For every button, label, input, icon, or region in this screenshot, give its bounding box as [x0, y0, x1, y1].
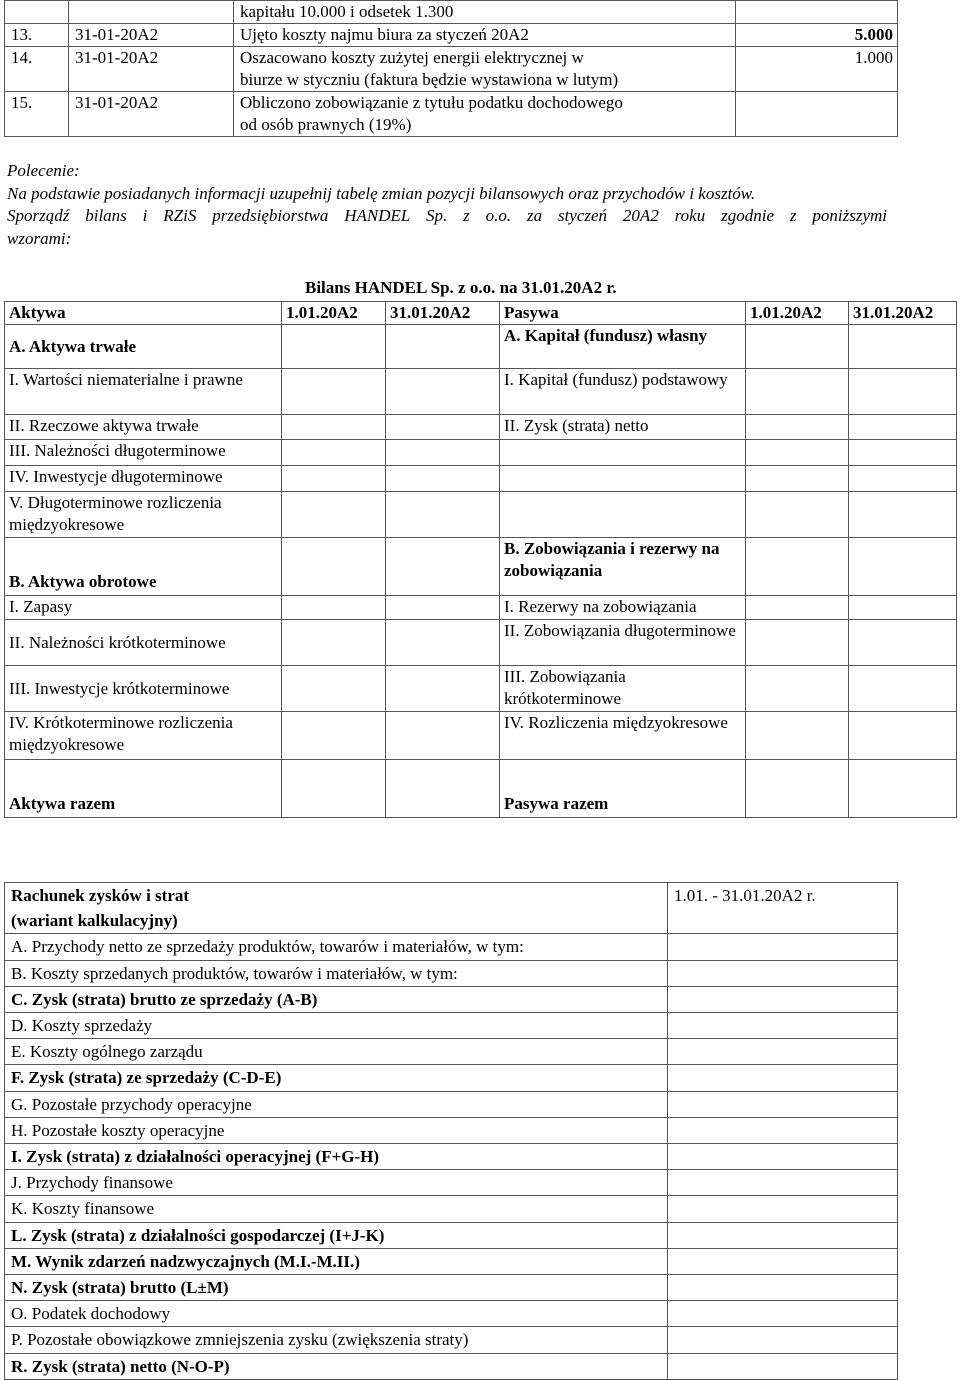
asset-item: I. Zapasy — [5, 596, 282, 620]
liability-value-open — [746, 440, 849, 466]
asset-value-open — [282, 466, 386, 492]
liabilities-date-open: 1.01.20A2 — [746, 302, 849, 325]
asset-value-close — [386, 538, 500, 596]
asset-value-close — [386, 369, 500, 415]
asset-value-close — [386, 466, 500, 492]
income-item: P. Pozostałe obowiązkowe zmniejszenia zysku (zwiększenia straty) — [5, 1327, 668, 1353]
asset-item: A. Aktywa trwałe — [5, 325, 282, 369]
income-title-cell — [5, 883, 668, 934]
balance-row — [5, 666, 957, 712]
income-item: D. Koszty sprzedaży — [5, 1013, 668, 1039]
income-item: N. Zysk (strata) brutto (L±M) — [5, 1275, 668, 1301]
liability-value-open — [746, 492, 849, 538]
entry-date: 31-01-20A2 — [69, 47, 234, 92]
income-row — [5, 1065, 898, 1091]
liability-value-close — [849, 620, 957, 666]
income-row — [5, 934, 898, 960]
asset-item: IV. Inwestycje długoterminowe — [5, 466, 282, 492]
income-value — [668, 1222, 898, 1248]
income-value — [668, 1013, 898, 1039]
liability-value-close — [849, 466, 957, 492]
entry-description-line: Obliczono zobowiązanie z tytułu podatku dochodowego — [240, 93, 623, 112]
instruction-line-2: Sporządź bilans i RZiS przedsiębiorstwa HANDEL Sp. z o.o. za styczeń 20A2 roku zgodnie z poniższymi — [7, 206, 887, 225]
income-value — [668, 1117, 898, 1143]
assets-header: Aktywa — [5, 302, 282, 325]
income-row — [5, 1353, 898, 1379]
liability-value-close — [849, 440, 957, 466]
liability-value-open — [746, 369, 849, 415]
income-value — [668, 1248, 898, 1274]
liability-item: II. Zobowiązania długoterminowe — [500, 620, 746, 666]
asset-value-open — [282, 492, 386, 538]
income-value — [668, 986, 898, 1012]
entry-description — [234, 1, 736, 24]
liability-value-close — [849, 760, 957, 818]
liability-item: Pasywa razem — [500, 760, 746, 818]
income-item: F. Zysk (strata) ze sprzedaży (C-D-E) — [5, 1065, 668, 1091]
income-row — [5, 1013, 898, 1039]
liability-item — [500, 492, 746, 538]
asset-value-close — [386, 620, 500, 666]
asset-value-open — [282, 325, 386, 369]
liability-item: A. Kapitał (fundusz) własny — [500, 325, 746, 369]
income-value — [668, 1039, 898, 1065]
income-value — [668, 1196, 898, 1222]
liability-value-open — [746, 466, 849, 492]
entry-description — [234, 47, 736, 92]
income-row — [5, 960, 898, 986]
asset-value-open — [282, 596, 386, 620]
balance-row — [5, 760, 957, 818]
income-statement-table — [4, 882, 898, 1380]
liability-value-open — [746, 415, 849, 440]
income-value — [668, 1170, 898, 1196]
income-header-row — [5, 883, 898, 934]
entry-row — [5, 24, 898, 47]
asset-item: I. Wartości niematerialne i prawne — [5, 369, 282, 415]
entry-description — [234, 24, 736, 47]
asset-item: II. Rzeczowe aktywa trwałe — [5, 415, 282, 440]
liability-value-open — [746, 596, 849, 620]
liability-value-close — [849, 369, 957, 415]
income-row — [5, 1327, 898, 1353]
balance-row — [5, 415, 957, 440]
entry-amount: 1.000 — [736, 47, 898, 92]
assets-date-close: 31.01.20A2 — [386, 302, 500, 325]
asset-value-close — [386, 325, 500, 369]
liability-value-open — [746, 666, 849, 712]
liability-value-close — [849, 596, 957, 620]
asset-value-close — [386, 596, 500, 620]
balance-sheet-table — [4, 301, 957, 818]
income-value — [668, 960, 898, 986]
entry-number: 15. — [5, 92, 69, 137]
entry-row — [5, 47, 898, 92]
asset-item: V. Długoterminowe rozliczenia międzyokresowe — [5, 492, 282, 538]
liability-value-close — [849, 325, 957, 369]
entry-number: 14. — [5, 47, 69, 92]
liability-value-open — [746, 620, 849, 666]
income-value — [668, 1327, 898, 1353]
income-item: C. Zysk (strata) brutto ze sprzedaży (A-B) — [5, 986, 668, 1012]
entry-row — [5, 92, 898, 137]
asset-item: II. Należności krótkoterminowe — [5, 620, 282, 666]
entry-number: 13. — [5, 24, 69, 47]
liability-item: I. Kapitał (fundusz) podstawowy — [500, 369, 746, 415]
income-row — [5, 1091, 898, 1117]
asset-value-open — [282, 666, 386, 712]
liability-item: III. Zobowiązania krótkoterminowe — [500, 666, 746, 712]
entry-description-line: Ujęto koszty najmu biura za styczeń 20A2 — [240, 25, 529, 44]
journal-entries-table — [4, 0, 898, 137]
income-row — [5, 1170, 898, 1196]
balance-row — [5, 538, 957, 596]
liability-item — [500, 440, 746, 466]
liabilities-date-close: 31.01.20A2 — [849, 302, 957, 325]
liability-value-close — [849, 666, 957, 712]
balance-row — [5, 325, 957, 369]
income-row — [5, 1248, 898, 1274]
asset-item: III. Inwestycje krótkoterminowe — [5, 666, 282, 712]
income-value — [668, 1353, 898, 1379]
asset-value-open — [282, 712, 386, 760]
income-item: M. Wynik zdarzeń nadzwyczajnych (M.I.-M.II.) — [5, 1248, 668, 1274]
balance-header-row — [5, 302, 957, 325]
entry-description-line: Oszacowano koszty zużytej energii elektrycznej w — [240, 48, 584, 67]
income-title: Rachunek zysków i strat — [11, 886, 190, 905]
liability-value-close — [849, 538, 957, 596]
balance-row — [5, 620, 957, 666]
liability-value-close — [849, 415, 957, 440]
entry-description — [234, 92, 736, 137]
balance-row — [5, 492, 957, 538]
income-item: G. Pozostałe przychody operacyjne — [5, 1091, 668, 1117]
asset-value-open — [282, 415, 386, 440]
income-row — [5, 1144, 898, 1170]
asset-value-open — [282, 620, 386, 666]
entry-description-line: od osób prawnych (19%) — [240, 115, 412, 134]
income-row — [5, 1117, 898, 1143]
balance-row — [5, 596, 957, 620]
balance-row — [5, 712, 957, 760]
balance-row — [5, 440, 957, 466]
asset-value-close — [386, 666, 500, 712]
entry-description-line: kapitału 10.000 i odsetek 1.300 — [240, 2, 454, 21]
entry-row — [5, 1, 898, 24]
entry-date: 31-01-20A2 — [69, 92, 234, 137]
income-value — [668, 1065, 898, 1091]
asset-item: IV. Krótkoterminowe rozliczenia międzyokresowe — [5, 712, 282, 760]
assets-date-open: 1.01.20A2 — [282, 302, 386, 325]
instruction-line-3: wzorami: — [7, 228, 72, 248]
liabilities-header: Pasywa — [500, 302, 746, 325]
asset-value-open — [282, 538, 386, 596]
income-item: E. Koszty ogólnego zarządu — [5, 1039, 668, 1065]
liability-value-open — [746, 325, 849, 369]
liability-value-open — [746, 712, 849, 760]
asset-value-close — [386, 440, 500, 466]
income-item: I. Zysk (strata) z działalności operacyjnej (F+G-H) — [5, 1144, 668, 1170]
asset-item: III. Należności długoterminowe — [5, 440, 282, 466]
income-value — [668, 1301, 898, 1327]
balance-sheet-title: Bilans HANDEL Sp. z o.o. na 31.01.20A2 r. — [305, 278, 617, 297]
instruction — [7, 160, 887, 250]
income-row — [5, 1222, 898, 1248]
entry-amount — [736, 1, 898, 24]
income-row — [5, 1196, 898, 1222]
entry-number — [5, 1, 69, 24]
liability-value-open — [746, 760, 849, 818]
asset-item: Aktywa razem — [5, 760, 282, 818]
income-item: K. Koszty finansowe — [5, 1196, 668, 1222]
income-item: L. Zysk (strata) z działalności gospodarczej (I+J-K) — [5, 1222, 668, 1248]
income-row — [5, 1039, 898, 1065]
income-value — [668, 1275, 898, 1301]
liability-value-close — [849, 492, 957, 538]
income-item: J. Przychody finansowe — [5, 1170, 668, 1196]
instruction-line-1: Na podstawie posiadanych informacji uzupełnij tabelę zmian pozycji bilansowych oraz przychodów i kosztów. — [7, 183, 756, 203]
liability-item: I. Rezerwy na zobowiązania — [500, 596, 746, 620]
asset-item: B. Aktywa obrotowe — [5, 538, 282, 596]
asset-value-close — [386, 712, 500, 760]
balance-row — [5, 466, 957, 492]
income-value — [668, 1091, 898, 1117]
entry-amount — [736, 92, 898, 137]
income-row — [5, 1275, 898, 1301]
asset-value-open — [282, 760, 386, 818]
income-item: O. Podatek dochodowy — [5, 1301, 668, 1327]
income-item: A. Przychody netto ze sprzedaży produktów, towarów i materiałów, w tym: — [5, 934, 668, 960]
liability-value-open — [746, 538, 849, 596]
balance-row — [5, 369, 957, 415]
income-item: B. Koszty sprzedanych produktów, towarów i materiałów, w tym: — [5, 960, 668, 986]
income-period: 1.01. - 31.01.20A2 r. — [668, 883, 898, 934]
income-row — [5, 986, 898, 1012]
entry-date: 31-01-20A2 — [69, 24, 234, 47]
liability-item: II. Zysk (strata) netto — [500, 415, 746, 440]
asset-value-open — [282, 440, 386, 466]
income-item: R. Zysk (strata) netto (N-O-P) — [5, 1353, 668, 1379]
entry-amount: 5.000 — [736, 24, 898, 47]
liability-item: B. Zobowiązania i rezerwy na zobowiązania — [500, 538, 746, 596]
income-item: H. Pozostałe koszty operacyjne — [5, 1117, 668, 1143]
income-subtitle: (wariant kalkulacyjny) — [11, 911, 178, 931]
liability-value-close — [849, 712, 957, 760]
income-row — [5, 1301, 898, 1327]
asset-value-open — [282, 369, 386, 415]
income-value — [668, 1144, 898, 1170]
asset-value-close — [386, 492, 500, 538]
liability-item: IV. Rozliczenia międzyokresowe — [500, 712, 746, 760]
entry-date — [69, 1, 234, 24]
asset-value-close — [386, 415, 500, 440]
income-value — [668, 934, 898, 960]
instruction-heading: Polecenie: — [7, 161, 80, 180]
entry-description-line: biurze w styczniu (faktura będzie wystawiona w lutym) — [240, 70, 619, 89]
liability-item — [500, 466, 746, 492]
asset-value-close — [386, 760, 500, 818]
